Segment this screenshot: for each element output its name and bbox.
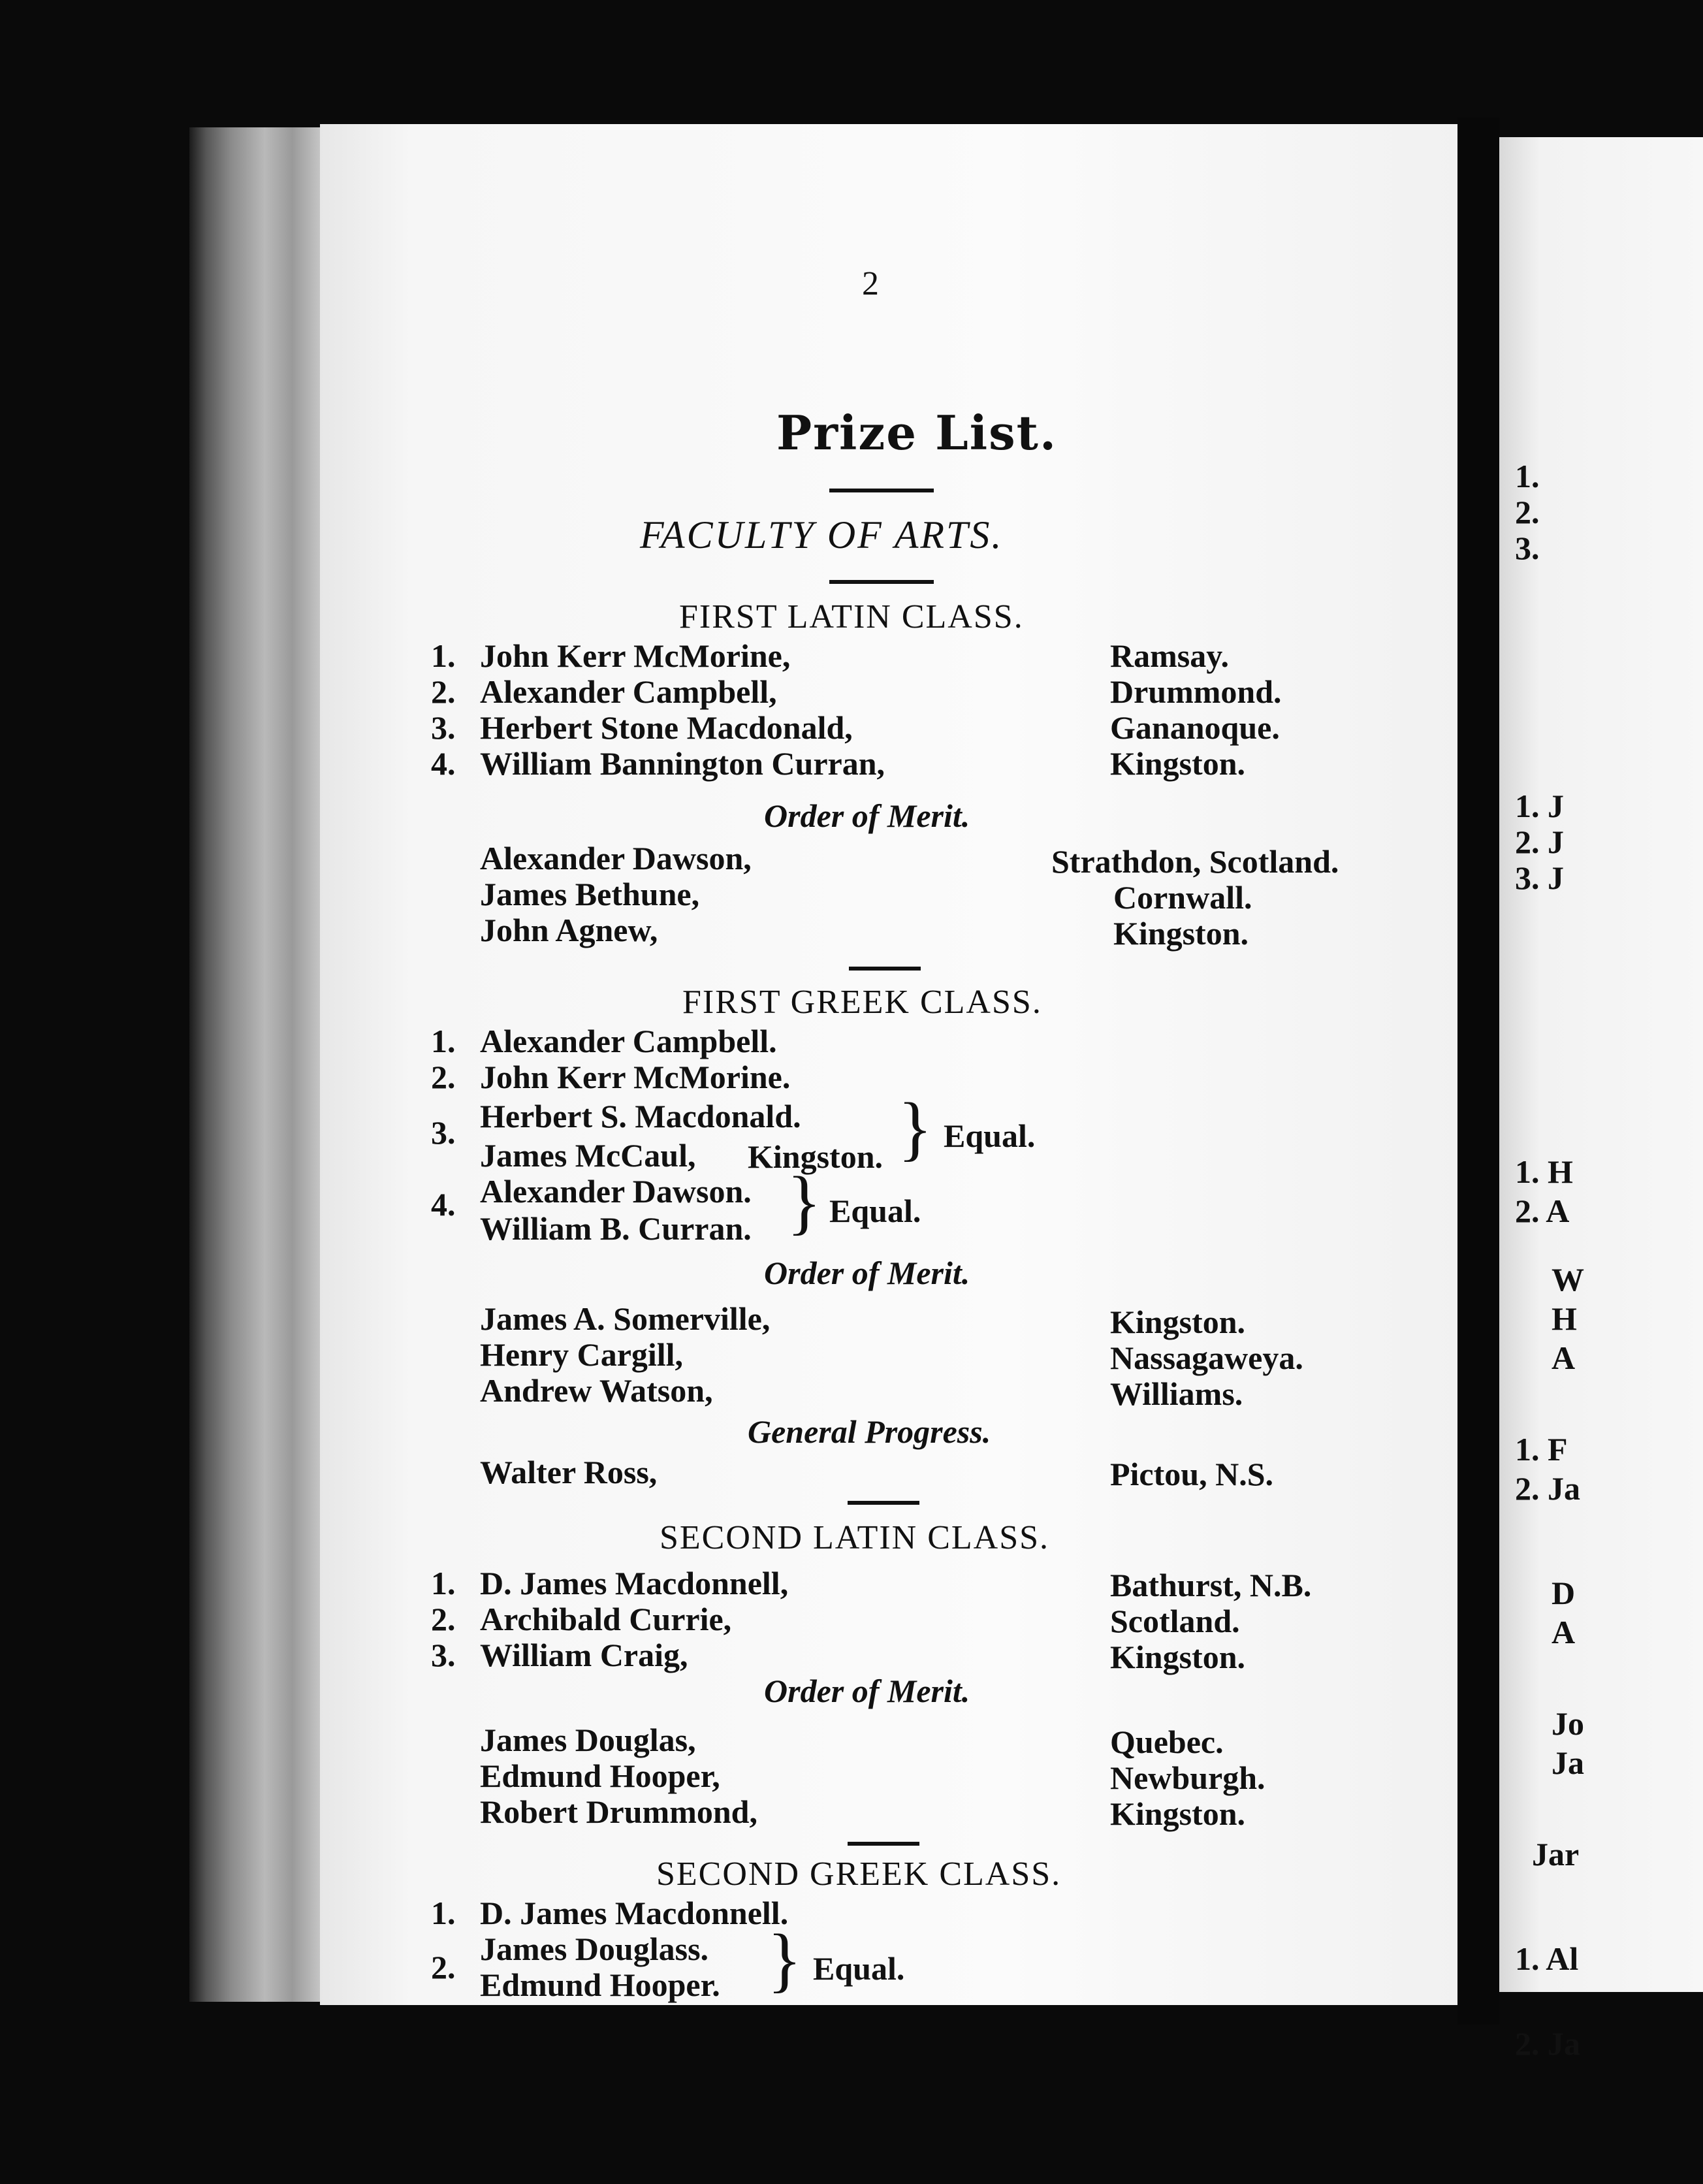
student-place: Kingston. <box>1113 915 1249 952</box>
student-name: Alexander Campbell, <box>480 673 777 710</box>
page-title: Prize List. <box>776 405 1058 460</box>
student-name: D. James Macdonnell, <box>480 1565 789 1601</box>
student-name: Archibald Currie, <box>480 1601 732 1637</box>
next-page-text: 1. <box>1515 458 1540 494</box>
student-place: Scotland. <box>1110 1603 1240 1639</box>
order-of-merit-label: Order of Merit. <box>764 797 970 834</box>
student-name: William B. Curran. <box>480 1210 752 1247</box>
faculty-heading: FACULTY OF ARTS. <box>640 513 1004 556</box>
next-page-text: 1. J <box>1515 788 1564 824</box>
student-place: Gananoque. <box>1110 709 1280 746</box>
student-name: James Bethune, <box>480 876 700 912</box>
next-page-text: Jo <box>1552 1705 1584 1742</box>
book-gutter <box>1457 118 1499 2025</box>
divider <box>849 967 921 971</box>
rank-number: 1. <box>431 1895 456 1931</box>
rank-number: 3. <box>431 709 456 746</box>
student-name: Alexander Dawson, <box>480 840 752 876</box>
student-place: Quebec. <box>1110 1724 1224 1760</box>
student-name: Edmund Hooper. <box>480 1967 720 2003</box>
divider <box>829 489 934 492</box>
next-page-text: D <box>1552 1575 1576 1611</box>
page-title-wrap <box>0 405 1703 461</box>
next-page-text: 2. Ja <box>1515 2025 1580 2062</box>
next-page-text: 2. J <box>1515 824 1564 860</box>
rank-number: 4. <box>431 1186 456 1223</box>
next-page-text: 1. H <box>1515 1153 1573 1190</box>
equal-label: Equal. <box>813 1950 905 1987</box>
order-of-merit-label: Order of Merit. <box>764 1255 970 1291</box>
next-page-text: 1. F <box>1515 1431 1568 1468</box>
student-name: Herbert Stone Macdonald, <box>480 709 853 746</box>
next-page-text: 2. Ja <box>1515 1470 1580 1507</box>
next-page-text: W <box>1552 1261 1584 1298</box>
student-name: James A. Somerville, <box>480 1300 771 1337</box>
rank-number: 1. <box>431 1565 456 1601</box>
equal-label: Equal. <box>829 1193 921 1229</box>
student-name: Henry Cargill, <box>480 1336 684 1373</box>
student-place: Nassagaweya. <box>1110 1340 1303 1376</box>
next-page-text: Ja <box>1552 1744 1584 1781</box>
rank-number: 2. <box>431 1949 456 1985</box>
student-place: Kingston. <box>1110 745 1246 782</box>
class-heading: SECOND GREEK CLASS. <box>656 1855 1062 1893</box>
student-name: John Kerr McMorine, <box>480 637 791 674</box>
student-name: Robert Drummond, <box>480 1793 757 1830</box>
student-place: Kingston. <box>1110 1639 1246 1675</box>
student-name: Alexander Dawson. <box>480 1173 752 1210</box>
rank-number: 3. <box>431 1637 456 1673</box>
divider <box>829 580 934 584</box>
student-name: Walter Ross, <box>480 1454 658 1490</box>
next-page-text: 2. A <box>1515 1193 1570 1229</box>
general-progress-label: General Progress. <box>748 1413 991 1450</box>
rank-number: 2. <box>431 673 456 710</box>
student-name: James Douglas, <box>480 1722 696 1758</box>
class-heading: FIRST GREEK CLASS. <box>682 984 1042 1021</box>
student-name: William Bannington Curran, <box>480 745 885 782</box>
student-place: Pictou, N.S. <box>1110 1456 1273 1492</box>
student-name: Andrew Watson, <box>480 1372 713 1409</box>
student-name: James McCaul, <box>480 1137 696 1174</box>
next-page-text: H <box>1552 1300 1577 1337</box>
rank-number: 2. <box>431 1601 456 1637</box>
student-place: Williams. <box>1110 1375 1243 1412</box>
brace: } <box>898 1088 932 1168</box>
next-page-text: 1. Al <box>1515 1940 1579 1977</box>
divider <box>848 1842 919 1846</box>
student-name: John Kerr McMorine. <box>480 1059 791 1095</box>
student-name: James Douglass. <box>480 1931 709 1967</box>
student-place: Kingston. <box>748 1138 883 1175</box>
page-number: 2 <box>862 265 879 302</box>
next-page-text: Jar <box>1532 1836 1580 1872</box>
student-place: Kingston. <box>1110 1795 1246 1832</box>
rank-number: 3. <box>431 1114 456 1151</box>
rank-number: 2. <box>431 1059 456 1095</box>
student-place: Kingston. <box>1110 1304 1246 1340</box>
student-name: John Agnew, <box>480 912 658 948</box>
next-page-text: 2. <box>1515 494 1540 530</box>
student-place: Cornwall. <box>1113 879 1252 916</box>
rank-number: 1. <box>431 637 456 674</box>
order-of-merit-label: Order of Merit. <box>764 1673 970 1709</box>
student-place: Drummond. <box>1110 673 1282 710</box>
next-page-text: A <box>1552 1614 1576 1650</box>
rank-number: 4. <box>431 745 456 782</box>
next-page-text: 3. <box>1515 530 1540 566</box>
student-place: Newburgh. <box>1110 1759 1265 1796</box>
student-place: Ramsay. <box>1110 637 1229 674</box>
student-place: Bathurst, N.B. <box>1110 1567 1312 1603</box>
brace: } <box>767 1919 802 1999</box>
next-page-text: A <box>1552 1340 1576 1376</box>
student-name: D. James Macdonnell. <box>480 1895 789 1931</box>
class-heading: SECOND LATIN CLASS. <box>660 1519 1050 1556</box>
equal-label: Equal. <box>944 1117 1036 1154</box>
divider <box>848 1501 919 1505</box>
class-heading: FIRST LATIN CLASS. <box>679 598 1024 635</box>
student-name: Herbert S. Macdonald. <box>480 1098 801 1134</box>
next-page-text: 3. J <box>1515 859 1564 896</box>
student-name: William Craig, <box>480 1637 688 1673</box>
rank-number: 1. <box>431 1023 456 1059</box>
brace: } <box>787 1162 821 1242</box>
student-place: Strathdon, Scotland. <box>1051 843 1339 880</box>
student-name: Alexander Campbell. <box>480 1023 777 1059</box>
student-name: Edmund Hooper, <box>480 1758 720 1794</box>
